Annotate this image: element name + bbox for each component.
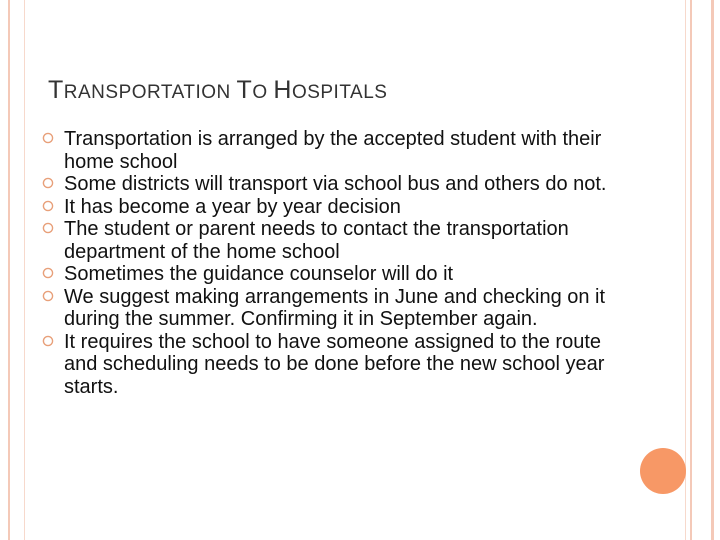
title-part: H [273,76,292,104]
bullet-item [42,218,622,263]
hollow-circle-bullet-icon [42,200,54,212]
slide-title [48,76,387,105]
bullet-list [42,128,622,398]
bullet-text: It requires the school to have someone assigned to the route and scheduling needs to be done before the new school year starts. [64,330,605,398]
bullet-text: We suggest making arrangements in June and checking on it during the summer. Confirming it in September again. [64,285,606,330]
hollow-circle-bullet-icon [42,335,54,347]
bullet-item [42,128,622,173]
bullet-text: It has become a year by year decision [64,195,401,218]
title-part: T [48,76,64,104]
title-part: RANSPORTATION [63,82,237,103]
hollow-circle-bullet-icon [42,222,54,234]
bullet-item [42,286,622,331]
title-part: T [236,76,253,104]
hollow-circle-bullet-icon [42,267,54,279]
hollow-circle-bullet-icon [42,177,54,189]
bullet-text: Some districts will transport via school bus and others do not. [64,173,607,195]
hollow-circle-bullet-icon [42,132,54,144]
bullet-item [42,173,622,196]
bullet-text: Sometimes the guidance counselor will do it [64,263,454,285]
title-part: O [252,82,274,103]
decorative-circle [640,448,686,494]
bullet-text: Transportation is arranged by the accepted student with their home school [64,128,602,173]
bullet-text: The student or parent needs to contact the transportation department of the home school [64,218,569,263]
bullet-item [42,331,622,399]
hollow-circle-bullet-icon [42,290,54,302]
bullet-item [42,196,622,219]
bullet-item [42,263,622,286]
title-part: OSPITALS [291,82,388,103]
right-rule [711,0,714,540]
